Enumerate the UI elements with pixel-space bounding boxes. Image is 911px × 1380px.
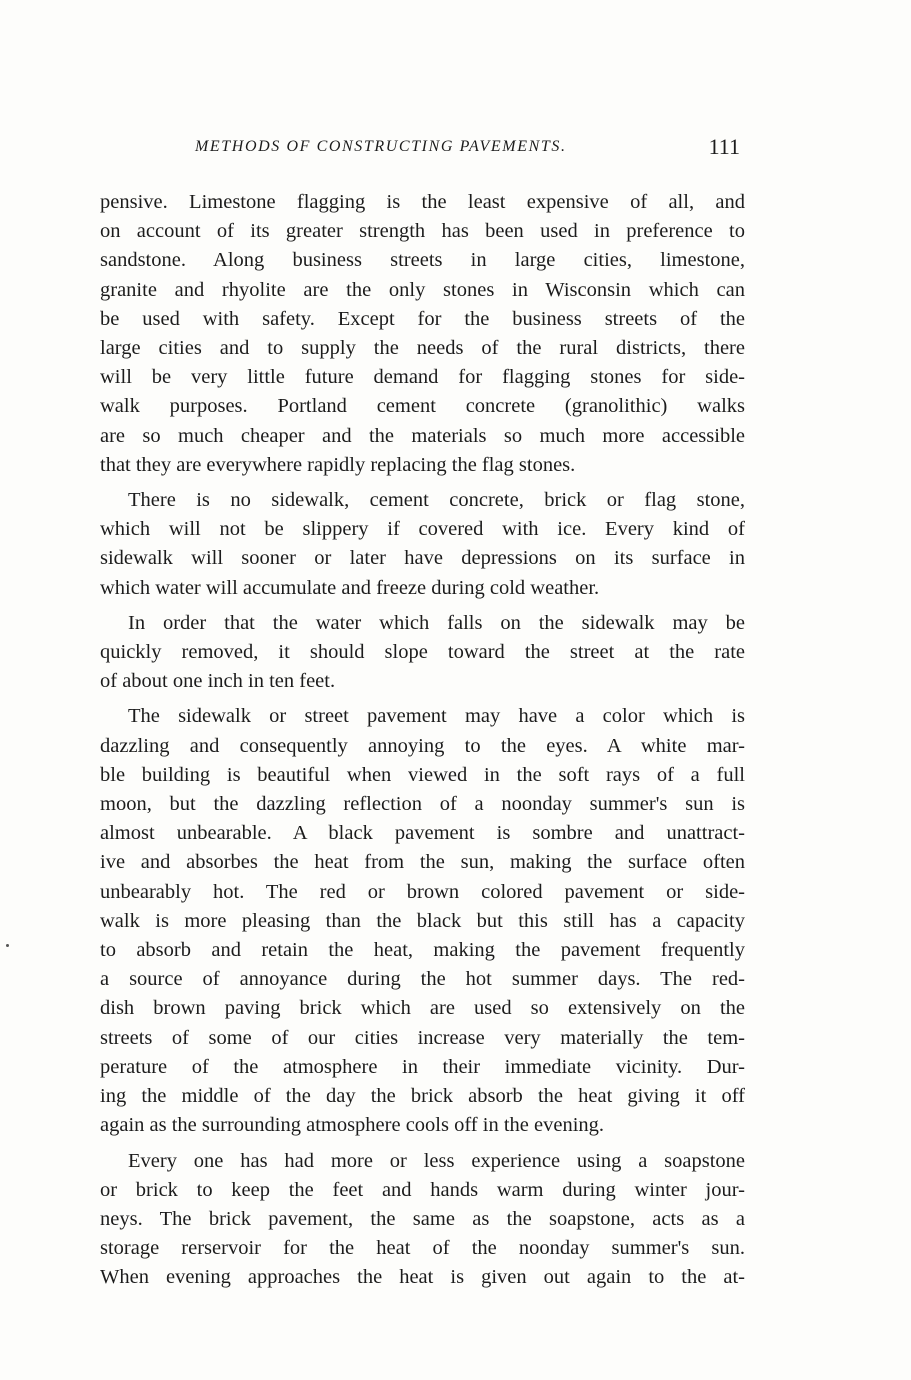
text-line: quickly removed, it should slope toward the street at the rate [100, 641, 745, 664]
text-line: or brick to keep the feet and hands warm during winter jour- [100, 1178, 745, 1201]
text-line: will be very little future demand for flagging stones for side- [100, 366, 745, 389]
text-line: which will not be slippery if covered with ice. Every kind of [100, 518, 745, 541]
text-line: ing the middle of the day the brick absorb the heat giving it off [100, 1085, 745, 1108]
text-line: sandstone. Along business streets in large cities, limestone, [100, 249, 745, 272]
text-line: The sidewalk or street pavement may have a color which is [128, 705, 745, 728]
text-line: of about one inch in ten feet. [100, 670, 336, 693]
running-head [100, 134, 740, 164]
text-line: walk is more pleasing than the black but this still has a capacity [100, 909, 745, 932]
text-line: streets of some of our cities increase very materially the tem- [100, 1026, 745, 1049]
text-line: dazzling and consequently annoying to the eyes. A white mar- [100, 734, 745, 757]
text-line: pensive. Limestone flagging is the least expensive of all, and [100, 191, 745, 213]
text-line: walk purposes. Portland cement concrete (granolithic) walks [100, 395, 745, 418]
paragraph [100, 486, 745, 603]
text-line: are so much cheaper and the materials so much more accessible [100, 424, 745, 447]
text-line: be used with safety. Except for the business streets of the [100, 307, 745, 330]
text-line: large cities and to supply the needs of the rural districts, there [100, 337, 745, 360]
text-line: There is no sidewalk, cement concrete, brick or flag stone, [128, 489, 745, 512]
ink-speck [6, 944, 9, 947]
text-line: that they are everywhere rapidly replacing the flag stones. [100, 453, 576, 476]
text-line: neys. The brick pavement, the same as the soapstone, acts as a [100, 1207, 745, 1230]
text-line: unbearably hot. The red or brown colored pavement or side- [100, 880, 745, 903]
paragraph [100, 702, 745, 1140]
text-line: again as the surrounding atmosphere cools off in the evening. [100, 1114, 605, 1137]
text-line: dish brown paving brick which are used so extensively on the [100, 997, 745, 1020]
text-line: almost unbearable. A black pavement is sombre and unattract- [100, 822, 745, 845]
text-line: perature of the atmosphere in their immediate vicinity. Dur- [100, 1055, 745, 1078]
text-line: ble building is beautiful when viewed in the soft rays of a full [100, 763, 745, 786]
text-line: In order that the water which falls on the sidewalk may be [128, 611, 745, 634]
text-line: granite and rhyolite are the only stones in Wisconsin which can [100, 278, 745, 301]
text-line: a source of annoyance during the hot summer days. The red- [100, 968, 745, 991]
running-title: METHODS OF CONSTRUCTING PAVEMENTS. [195, 138, 567, 155]
paragraph [100, 609, 745, 697]
text-line: When evening approaches the heat is given out again to the at- [100, 1266, 745, 1289]
text-line: moon, but the dazzling reflection of a noonday summer's sun is [100, 793, 745, 816]
text-line: to absorb and retain the heat, making the pavement frequently [100, 939, 745, 962]
text-line: on account of its greater strength has been used in preference to [100, 220, 745, 243]
page-number: 111 [708, 134, 740, 159]
text-line: ive and absorbes the heat from the sun, making the surface often [100, 851, 745, 874]
body-text [100, 188, 745, 1299]
text-line: Every one has had more or less experience using a soapstone [128, 1149, 745, 1172]
paragraph [100, 1147, 745, 1293]
text-line: storage rerservoir for the heat of the noonday summer's sun. [100, 1237, 745, 1260]
text-line: which water will accumulate and freeze during cold weather. [100, 576, 600, 599]
text-line: sidewalk will sooner or later have depressions on its surface in [100, 547, 745, 570]
paragraph [100, 188, 745, 480]
